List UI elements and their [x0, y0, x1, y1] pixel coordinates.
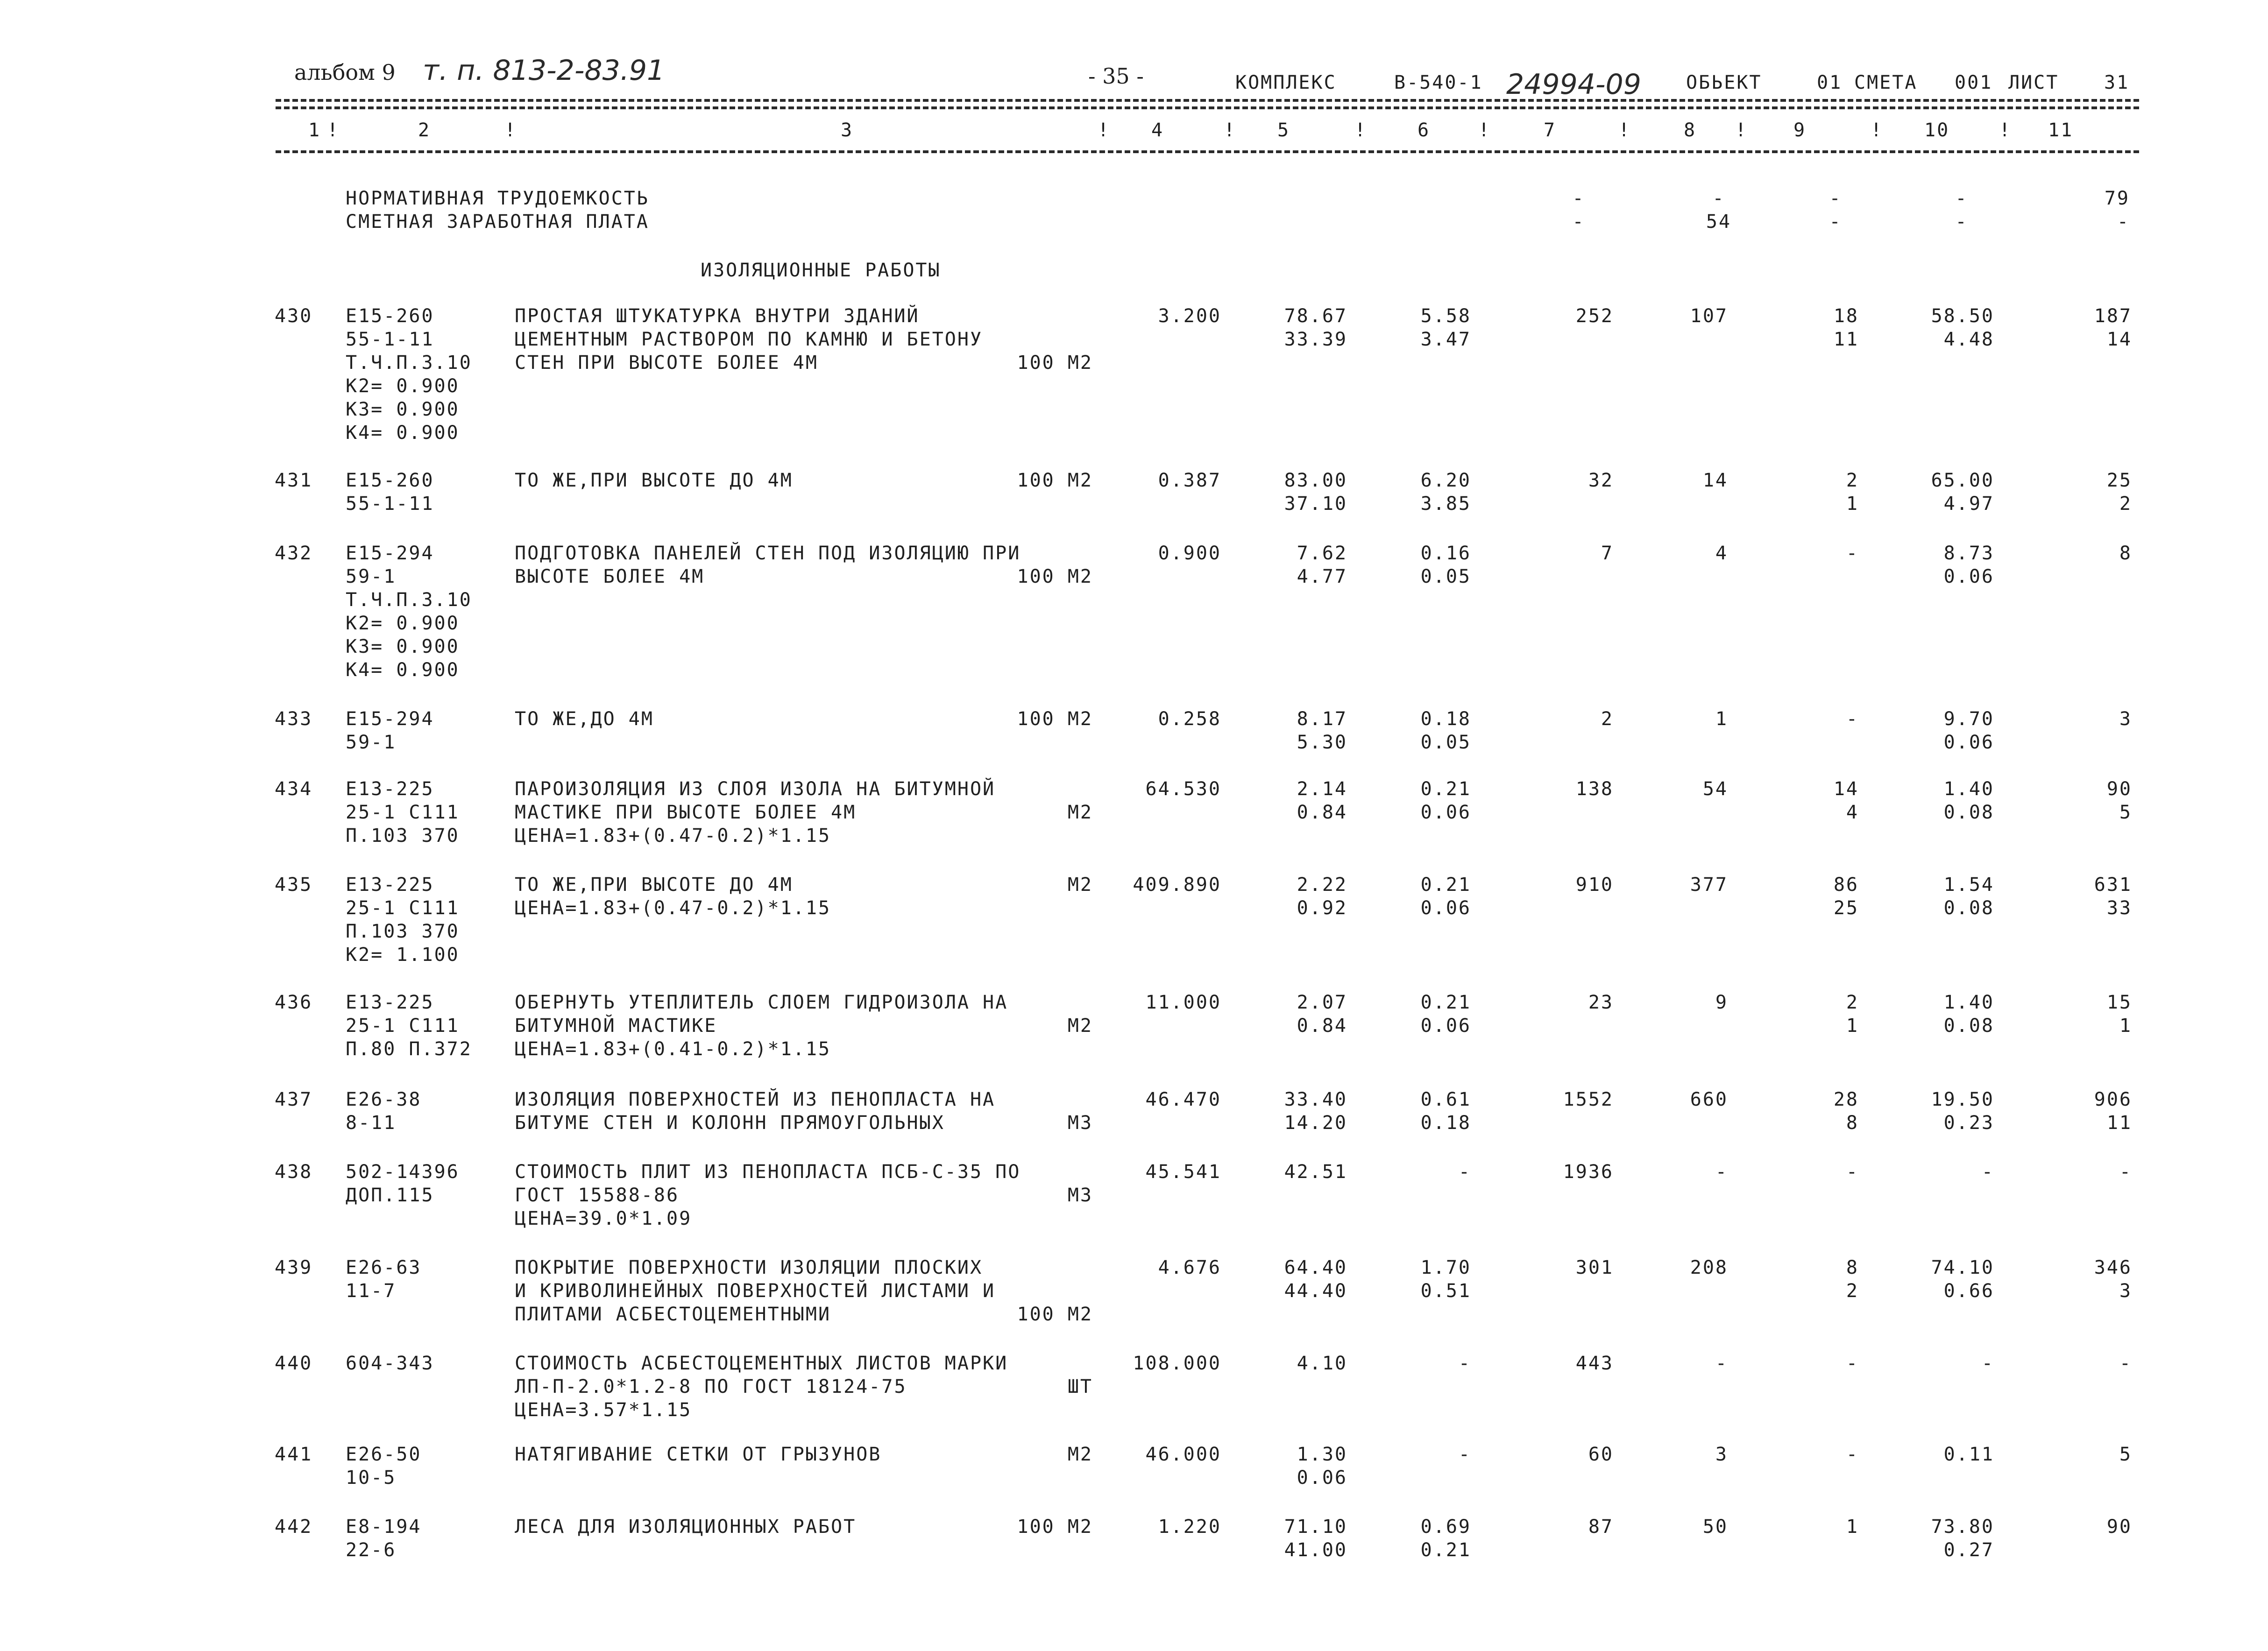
- cell-num: 434: [275, 778, 313, 800]
- cell-desc: СТОИМОСТЬ АСБЕСТОЦЕМЕНТНЫХ ЛИСТОВ МАРКИ ЛП-П-2.0*1.2-8 ПО ГОСТ 18124-75 ЦЕНА=3.57*1.15: [515, 1353, 1008, 1421]
- col-header: 3: [841, 120, 854, 141]
- summary-line: НОРМАТИВНАЯ ТРУДОЕМКОСТЬ: [346, 188, 649, 209]
- cell-c6: 0.16 0.05: [1420, 543, 1471, 587]
- object-value: 01: [1817, 72, 1843, 93]
- cell-c7: 301: [1575, 1257, 1614, 1278]
- summary-c11: 79 -: [2104, 188, 2130, 233]
- col-sep: !: [327, 120, 340, 141]
- cell-c5: 64.40 44.40: [1284, 1257, 1347, 1302]
- cell-c11: 346 3: [2094, 1257, 2132, 1302]
- cell-c7: 32: [1588, 470, 1614, 491]
- summary-line: СМЕТНАЯ ЗАРАБОТНАЯ ПЛАТА: [346, 211, 649, 233]
- cell-qty: 46.000: [1145, 1444, 1221, 1465]
- album-label: альбом 9: [294, 60, 396, 85]
- col-sep: !: [504, 120, 517, 141]
- cell-c10: 9.70 0.06: [1943, 708, 1994, 753]
- cell-num: 436: [275, 992, 313, 1013]
- cell-c5: 2.07 0.84: [1297, 992, 1347, 1037]
- cell-unit: ШТ: [1067, 1376, 1093, 1397]
- cell-qty: 108.000: [1133, 1353, 1221, 1374]
- cell-c10: 0.11: [1943, 1444, 1994, 1465]
- cell-qty: 46.470: [1145, 1089, 1221, 1110]
- cell-desc: ТО ЖЕ,ДО 4М: [515, 708, 654, 730]
- cell-num: 432: [275, 543, 313, 564]
- list-label: ЛИСТ: [2008, 72, 2059, 93]
- col-sep: !: [1999, 120, 2012, 141]
- cell-c6: 6.20 3.85: [1420, 470, 1471, 515]
- cell-qty: 4.676: [1158, 1257, 1221, 1278]
- cell-c11: 8: [2119, 543, 2132, 564]
- cell-num: 430: [275, 305, 313, 327]
- list-value: 31: [2104, 72, 2130, 93]
- cell-c11: 631 33: [2094, 874, 2132, 919]
- cell-c10: 19.50 0.23: [1931, 1089, 1994, 1134]
- cell-desc: ИЗОЛЯЦИЯ ПОВЕРХНОСТЕЙ ИЗ ПЕНОПЛАСТА НА БИТУМЕ СТЕН И КОЛОНН ПРЯМОУГОЛЬНЫХ: [515, 1089, 996, 1134]
- cell-desc: ТО ЖЕ,ПРИ ВЫСОТЕ ДО 4М: [515, 470, 793, 491]
- cell-unit: 100 М2: [1017, 566, 1093, 587]
- col-header: 8: [1684, 120, 1697, 141]
- cell-num: 441: [275, 1444, 313, 1465]
- col-sep: !: [1735, 120, 1748, 141]
- col-sep: !: [1224, 120, 1237, 141]
- kompleks-handwritten: 24994-09: [1506, 68, 1641, 101]
- cell-c6: 0.18 0.05: [1420, 708, 1471, 753]
- cell-c5: 8.17 5.30: [1297, 708, 1347, 753]
- cell-c6: 0.69 0.21: [1420, 1516, 1471, 1561]
- cell-c11: 3: [2119, 708, 2132, 730]
- cell-c10: -: [1981, 1161, 1994, 1183]
- cell-c7: 1552: [1563, 1089, 1614, 1110]
- col-header: 2: [418, 120, 431, 141]
- col-header: 9: [1793, 120, 1807, 141]
- cell-code: Е15-294 59-1: [346, 708, 434, 753]
- summary-c7: - -: [1572, 188, 1585, 233]
- cell-c10: 1.40 0.08: [1943, 778, 1994, 823]
- cell-c9: 14 4: [1833, 778, 1859, 823]
- cell-c8: 208: [1690, 1257, 1728, 1278]
- cell-c8: 660: [1690, 1089, 1728, 1110]
- cell-c9: 2 1: [1846, 470, 1859, 515]
- cell-c6: 0.21 0.06: [1420, 992, 1471, 1037]
- cell-c9: 8 2: [1846, 1257, 1859, 1302]
- cell-c10: 74.10 0.66: [1931, 1257, 1994, 1302]
- col-sep: !: [1478, 120, 1491, 141]
- kompleks-code: В-540-1: [1394, 72, 1483, 93]
- cell-c5: 2.22 0.92: [1297, 874, 1347, 919]
- rule-top: [276, 99, 2139, 102]
- cell-qty: 0.387: [1158, 470, 1221, 491]
- cell-c7: 7: [1601, 543, 1614, 564]
- summary-c8: - 54: [1706, 188, 1732, 233]
- tp-handwritten-number: т. п. 813-2-83.91: [423, 54, 665, 87]
- cell-c8: 377: [1690, 874, 1728, 896]
- cell-c6: -: [1458, 1161, 1471, 1183]
- col-sep: !: [1098, 120, 1111, 141]
- cell-unit: М2: [1067, 1015, 1093, 1037]
- col-sep: !: [1618, 120, 1631, 141]
- page-number: - 35 -: [1088, 64, 1144, 89]
- cell-desc: ЛЕСА ДЛЯ ИЗОЛЯЦИОННЫХ РАБОТ: [515, 1516, 857, 1538]
- col-header: 6: [1418, 120, 1431, 141]
- summary-labels: [346, 187, 649, 233]
- cell-c7: 1936: [1563, 1161, 1614, 1183]
- cell-unit: М2: [1067, 874, 1093, 896]
- cell-desc: ТО ЖЕ,ПРИ ВЫСОТЕ ДО 4М ЦЕНА=1.83+(0.47-0.2)*1.15: [515, 874, 831, 919]
- cell-num: 442: [275, 1516, 313, 1538]
- cell-c7: 910: [1575, 874, 1614, 896]
- cell-c8: 9: [1715, 992, 1728, 1013]
- cell-c11: 15 1: [2106, 992, 2132, 1037]
- cell-desc: НАТЯГИВАНИЕ СЕТКИ ОТ ГРЫЗУНОВ: [515, 1444, 882, 1465]
- cell-num: 431: [275, 470, 313, 491]
- col-sep: !: [1354, 120, 1368, 141]
- cell-c10: 65.00 4.97: [1931, 470, 1994, 515]
- cell-c8: 14: [1702, 470, 1728, 491]
- summary-c9: - -: [1829, 188, 1842, 233]
- cell-c10: 1.54 0.08: [1943, 874, 1994, 919]
- cell-c5: 83.00 37.10: [1284, 470, 1347, 515]
- cell-c6: -: [1458, 1353, 1471, 1374]
- cell-c11: 90 5: [2106, 778, 2132, 823]
- cell-c8: 107: [1690, 305, 1728, 327]
- cell-c7: 23: [1588, 992, 1614, 1013]
- cell-c9: 86 25: [1833, 874, 1859, 919]
- cell-code: Е15-260 55-1-11 Т.Ч.П.3.10 К2= 0.900 К3= 0.900 К4= 0.900: [346, 305, 472, 444]
- cell-c7: 87: [1588, 1516, 1614, 1538]
- cell-code: Е26-63 11-7: [346, 1257, 422, 1302]
- cell-num: 435: [275, 874, 313, 896]
- cell-c5: 42.51: [1284, 1161, 1347, 1183]
- cell-code: Е13-225 25-1 С111 П.103 370: [346, 778, 460, 847]
- cell-num: 440: [275, 1353, 313, 1374]
- cell-qty: 45.541: [1145, 1161, 1221, 1183]
- cell-c10: 58.50 4.48: [1931, 305, 1994, 350]
- cell-c11: 5: [2119, 1444, 2132, 1465]
- cell-c9: -: [1846, 708, 1859, 730]
- cell-unit: 100 М2: [1017, 352, 1093, 374]
- kompleks-label: КОМПЛЕКС: [1235, 72, 1337, 93]
- cell-c9: 1: [1846, 1516, 1859, 1538]
- cell-unit: М3: [1067, 1185, 1093, 1206]
- cell-c7: 252: [1575, 305, 1614, 327]
- cell-unit: М2: [1067, 1444, 1093, 1465]
- cell-num: 437: [275, 1089, 313, 1110]
- cell-code: Е8-194 22-6: [346, 1516, 422, 1561]
- cell-c10: 8.73 0.06: [1943, 543, 1994, 587]
- cell-unit: 100 М2: [1017, 1516, 1093, 1538]
- cell-c6: 0.21 0.06: [1420, 874, 1471, 919]
- cell-c6: -: [1458, 1444, 1471, 1465]
- cell-c5: 1.30 0.06: [1297, 1444, 1347, 1489]
- cell-c7: 138: [1575, 778, 1614, 800]
- cell-c9: -: [1846, 1161, 1859, 1183]
- cell-c7: 60: [1588, 1444, 1614, 1465]
- cell-c6: 5.58 3.47: [1420, 305, 1471, 350]
- cell-c9: -: [1846, 1444, 1859, 1465]
- cell-c8: -: [1715, 1353, 1728, 1374]
- cell-c10: 73.80 0.27: [1931, 1516, 1994, 1561]
- cell-c7: 443: [1575, 1353, 1614, 1374]
- cell-c8: -: [1715, 1161, 1728, 1183]
- cell-desc: ОБЕРНУТЬ УТЕПЛИТЕЛЬ СЛОЕМ ГИДРОИЗОЛА НА БИТУМНОЙ МАСТИКЕ ЦЕНА=1.83+(0.41-0.2)*1.15: [515, 992, 1008, 1060]
- cell-code: 502-14396 ДОП.115: [346, 1161, 460, 1206]
- smeta-label: СМЕТА: [1854, 72, 1918, 93]
- cell-desc: ПОКРЫТИЕ ПОВЕРХНОСТИ ИЗОЛЯЦИИ ПЛОСКИХ И КРИВОЛИНЕЙНЫХ ПОВЕРХНОСТЕЙ ЛИСТАМИ И ПЛИТАМИ АСБЕСТОЦЕМЕНТНЫМИ: [515, 1257, 996, 1325]
- cell-c6: 1.70 0.51: [1420, 1257, 1471, 1302]
- cell-code: 604-343: [346, 1353, 434, 1374]
- cell-c8: 54: [1702, 778, 1728, 800]
- cell-c5: 2.14 0.84: [1297, 778, 1347, 823]
- cell-c10: -: [1981, 1353, 1994, 1374]
- section-title: ИЗОЛЯЦИОННЫЕ РАБОТЫ: [701, 260, 941, 281]
- cell-unit: 100 М2: [1017, 1304, 1093, 1325]
- cell-desc: ПРОСТАЯ ШТУКАТУРКА ВНУТРИ ЗДАНИЙ ЦЕМЕНТНЫМ РАСТВОРОМ ПО КАМНЮ И БЕТОНУ СТЕН ПРИ ВЫСОТЕ БОЛЕЕ 4М: [515, 305, 983, 374]
- cell-c9: -: [1846, 543, 1859, 564]
- col-header: 1: [308, 120, 321, 141]
- rule-column-header: [276, 150, 2139, 153]
- cell-c11: -: [2119, 1353, 2132, 1374]
- cell-desc: ПАРОИЗОЛЯЦИЯ ИЗ СЛОЯ ИЗОЛА НА БИТУМНОЙ МАСТИКЕ ПРИ ВЫСОТЕ БОЛЕЕ 4М ЦЕНА=1.83+(0.47-0.2)*1.15: [515, 778, 996, 847]
- object-label: ОБЬЕКТ: [1686, 72, 1762, 93]
- cell-code: Е13-225 25-1 С111 П.103 370 К2= 1.100: [346, 874, 460, 966]
- cell-desc: СТОИМОСТЬ ПЛИТ ИЗ ПЕНОПЛАСТА ПСБ-С-35 ПО ГОСТ 15588-86 ЦЕНА=39.0*1.09: [515, 1161, 1021, 1229]
- cell-qty: 1.220: [1158, 1516, 1221, 1538]
- cell-c8: 3: [1715, 1444, 1728, 1465]
- col-header: 10: [1924, 120, 1950, 141]
- cell-c5: 71.10 41.00: [1284, 1516, 1347, 1561]
- cell-c6: 0.61 0.18: [1420, 1089, 1471, 1134]
- cell-c11: 187 14: [2094, 305, 2132, 350]
- col-header: 4: [1151, 120, 1164, 141]
- cell-c11: 25 2: [2106, 470, 2132, 515]
- cell-c8: 1: [1715, 708, 1728, 730]
- cell-qty: 11.000: [1145, 992, 1221, 1013]
- cell-qty: 3.200: [1158, 305, 1221, 327]
- cell-qty: 64.530: [1145, 778, 1221, 800]
- cell-c10: 1.40 0.08: [1943, 992, 1994, 1037]
- cell-unit: М3: [1067, 1112, 1093, 1134]
- cell-qty: 0.900: [1158, 543, 1221, 564]
- cell-c5: 78.67 33.39: [1284, 305, 1347, 350]
- cell-qty: 0.258: [1158, 708, 1221, 730]
- summary-c10: - -: [1955, 188, 1968, 233]
- cell-unit: 100 М2: [1017, 470, 1093, 491]
- cell-c5: 33.40 14.20: [1284, 1089, 1347, 1134]
- rule-under-header: [276, 106, 2139, 109]
- cell-qty: 409.890: [1133, 874, 1221, 896]
- cell-unit: М2: [1067, 802, 1093, 823]
- cell-c8: 4: [1715, 543, 1728, 564]
- col-sep: !: [1871, 120, 1884, 141]
- cell-c5: 7.62 4.77: [1297, 543, 1347, 587]
- cell-c8: 50: [1702, 1516, 1728, 1538]
- cell-code: Е15-294 59-1 Т.Ч.П.3.10 К2= 0.900 К3= 0.900 К4= 0.900: [346, 543, 472, 681]
- cell-c9: 2 1: [1846, 992, 1859, 1037]
- cell-code: Е26-38 8-11: [346, 1089, 422, 1134]
- cell-c6: 0.21 0.06: [1420, 778, 1471, 823]
- col-header: 11: [2048, 120, 2074, 141]
- cell-c11: 906 11: [2094, 1089, 2132, 1134]
- cell-unit: 100 М2: [1017, 708, 1093, 730]
- cell-num: 439: [275, 1257, 313, 1278]
- col-header: 5: [1277, 120, 1290, 141]
- cell-c9: 28 8: [1833, 1089, 1859, 1134]
- cell-c11: -: [2119, 1161, 2132, 1183]
- cell-code: Е26-50 10-5: [346, 1444, 422, 1489]
- cell-c9: -: [1846, 1353, 1859, 1374]
- cell-c7: 2: [1601, 708, 1614, 730]
- column-header-row: [0, 119, 2268, 147]
- cell-num: 433: [275, 708, 313, 730]
- cell-c11: 90: [2106, 1516, 2132, 1538]
- cell-code: Е15-260 55-1-11: [346, 470, 434, 515]
- cell-c9: 18 11: [1833, 305, 1859, 350]
- smeta-value: 001: [1955, 72, 1993, 93]
- cell-code: Е13-225 25-1 С111 П.80 П.372: [346, 992, 472, 1060]
- cell-c5: 4.10: [1297, 1353, 1347, 1374]
- col-header: 7: [1544, 120, 1557, 141]
- cell-desc: ПОДГОТОВКА ПАНЕЛЕЙ СТЕН ПОД ИЗОЛЯЦИЮ ПРИ ВЫСОТЕ БОЛЕЕ 4М: [515, 543, 1021, 587]
- cell-num: 438: [275, 1161, 313, 1183]
